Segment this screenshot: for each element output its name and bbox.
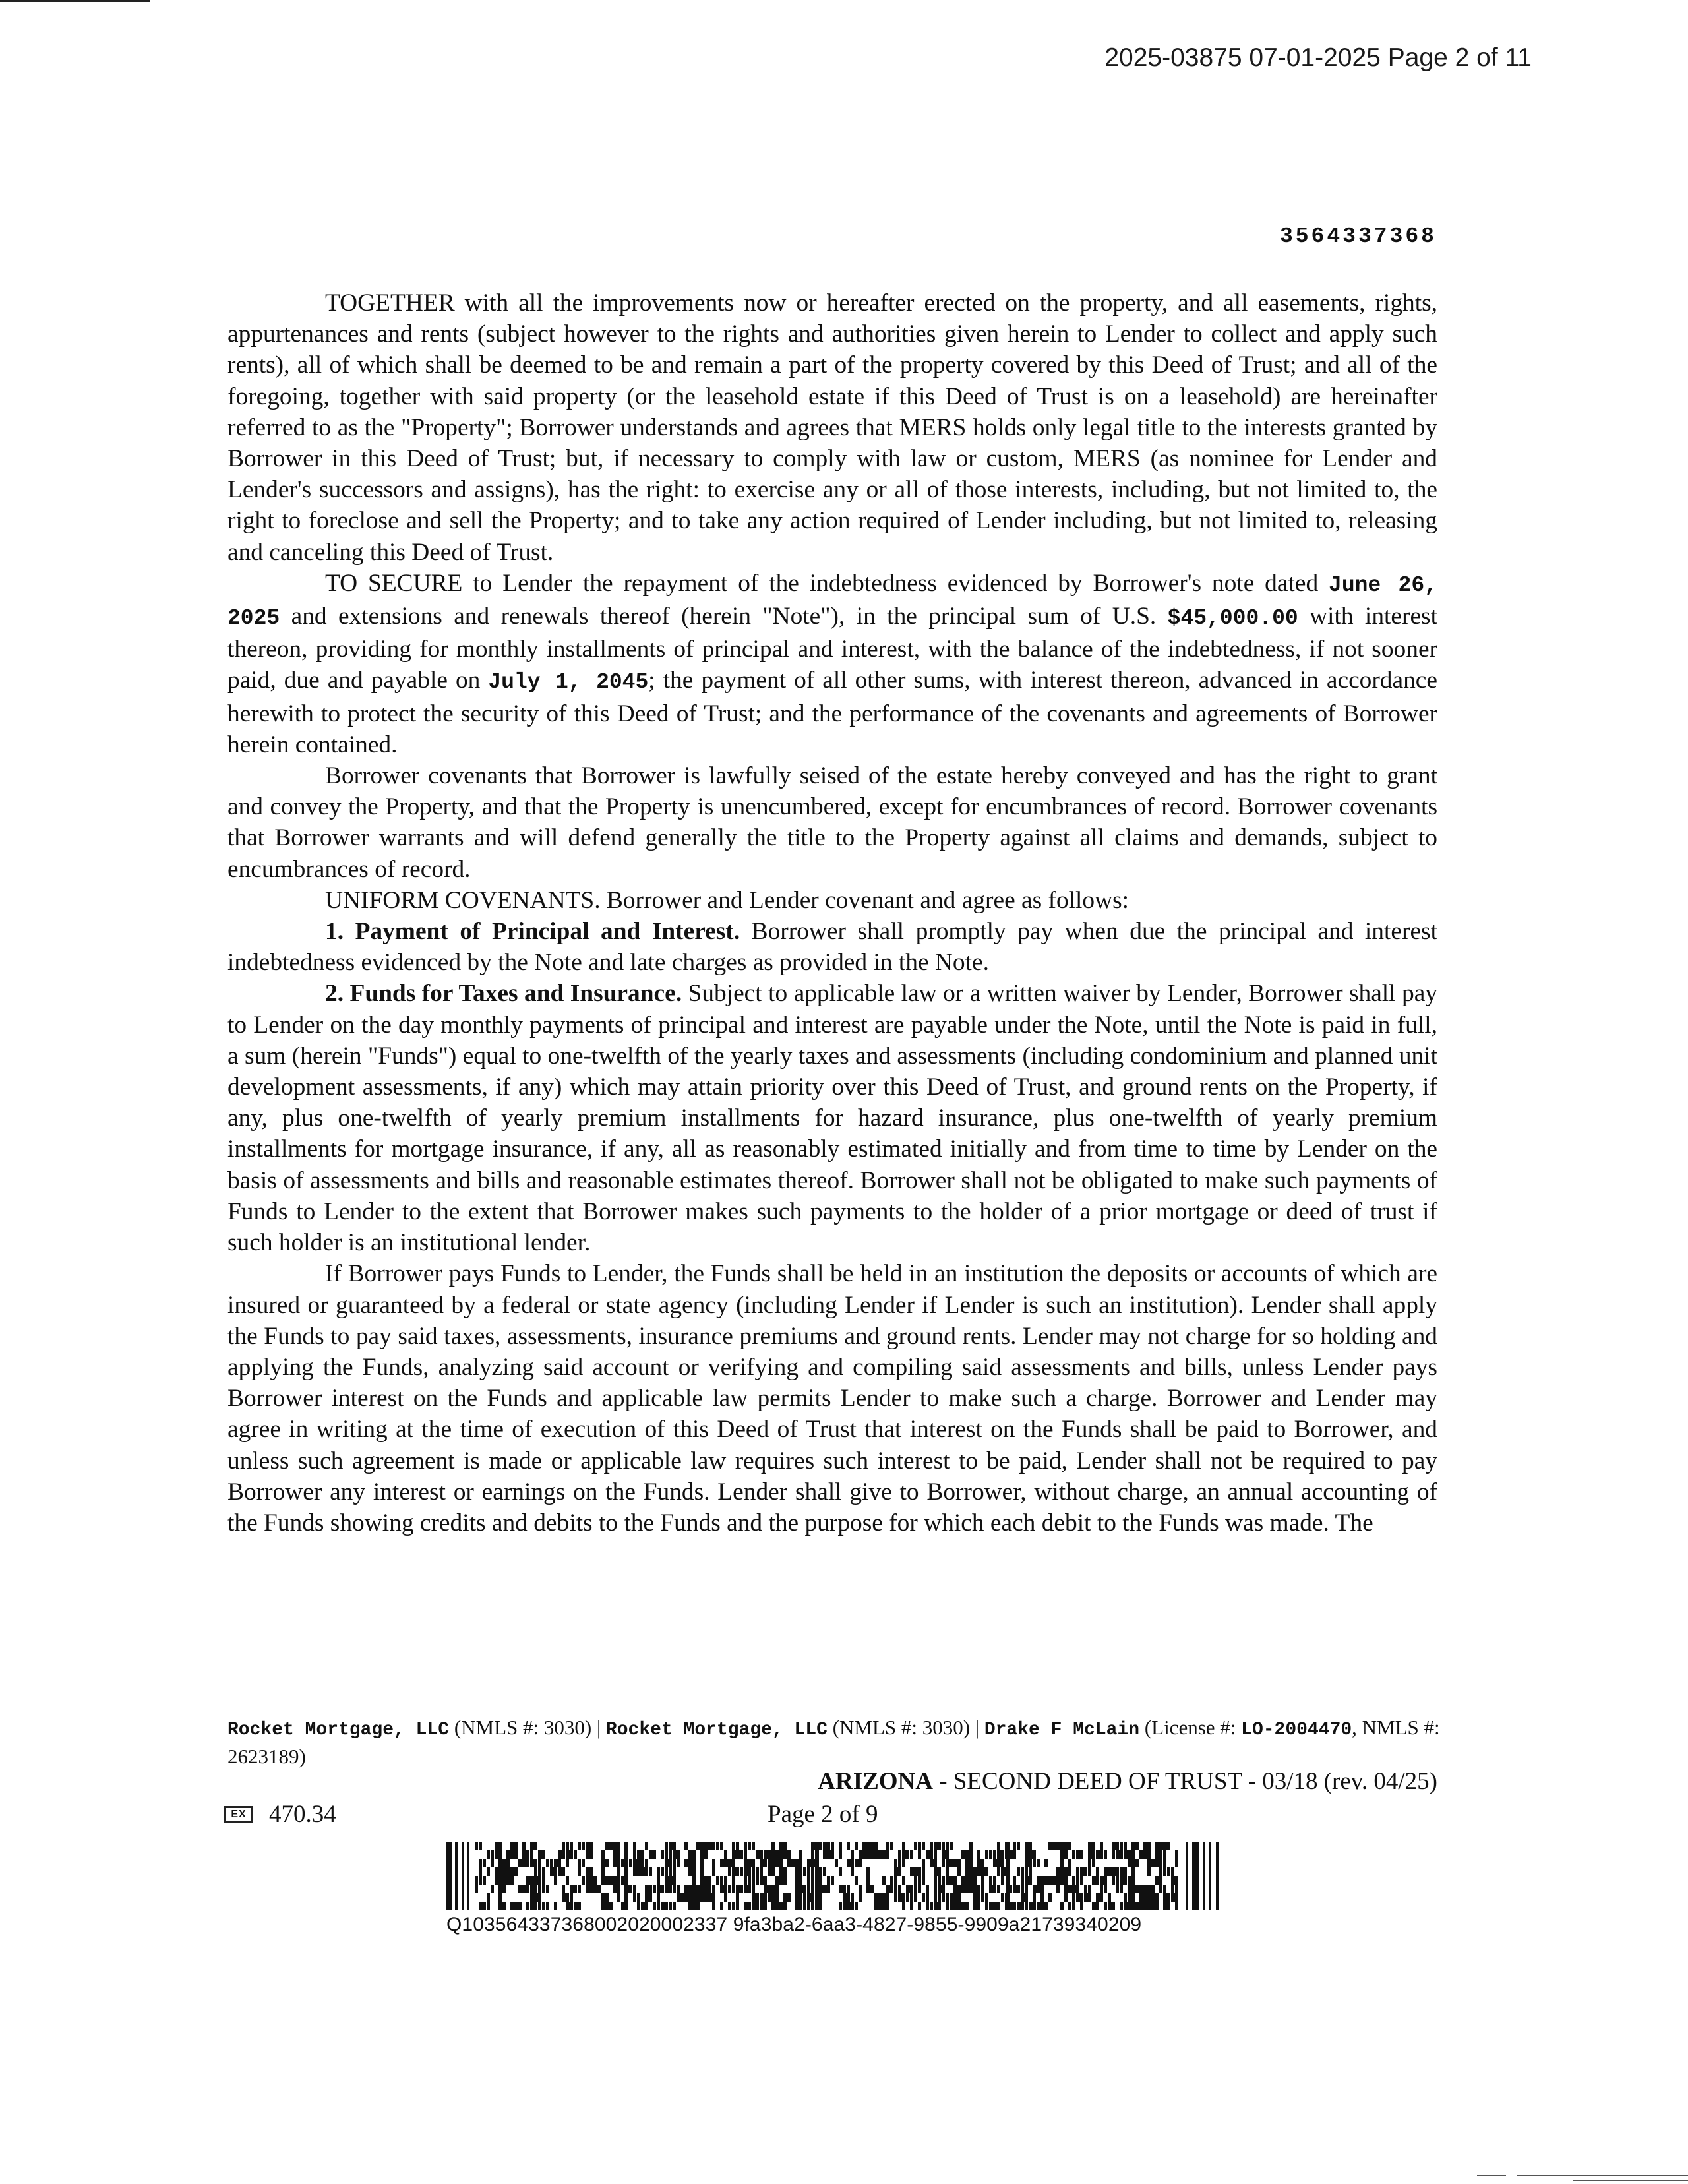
lender-name: Rocket Mortgage, LLC bbox=[227, 1720, 450, 1740]
form-state: ARIZONA bbox=[818, 1768, 933, 1795]
covenant-1 bbox=[227, 916, 1437, 978]
nmls-text: , NMLS #: 2623189) bbox=[227, 1716, 1440, 1768]
license-label: (License #: bbox=[1144, 1716, 1242, 1739]
license-number: LO-2004470 bbox=[1241, 1720, 1352, 1740]
loan-originator: Drake F McLain bbox=[984, 1720, 1140, 1740]
covenant-2-heading: 2. Funds for Taxes and Insurance. bbox=[325, 980, 682, 1008]
paragraph-to-secure bbox=[227, 568, 1437, 760]
deed-body bbox=[227, 288, 1437, 1538]
form-title-text: - SECOND DEED OF TRUST - 03/18 (rev. 04/25) bbox=[933, 1768, 1437, 1795]
form-code bbox=[224, 1800, 336, 1829]
text-segment: TO SECURE to Lender the repayment of the indebtedness evidenced by Borrower's note dated bbox=[325, 569, 1319, 597]
bottom-edge-rule bbox=[1477, 2175, 1506, 2176]
text-segment: with interest thereon, providing for monthly installments of principal and interest, with the balance of the indebtedness, if not sooner paid, due and payable on bbox=[227, 603, 1437, 694]
covenant-1-text: Borrower shall promptly pay when due the principal and interest indebtedness evidenced by the Note and late charges as provided in the Note. bbox=[227, 918, 1437, 977]
nmls-text: (NMLS #: 3030) | bbox=[832, 1716, 984, 1739]
note-date: June 26, 2025 bbox=[227, 572, 1437, 631]
barcode bbox=[446, 1842, 1221, 1910]
ex-logo-icon: EX bbox=[224, 1806, 253, 1823]
lender-name: Rocket Mortgage, LLC bbox=[605, 1720, 828, 1740]
top-edge-rule bbox=[0, 0, 150, 2]
footer-lender-info bbox=[227, 1714, 1441, 1770]
bottom-edge-rule bbox=[1517, 2175, 1688, 2176]
form-title bbox=[818, 1767, 1437, 1796]
bottom-edge-rule bbox=[1573, 2180, 1688, 2181]
recording-stamp: 2025-03875 07-01-2025 Page 2 of 11 bbox=[1104, 44, 1532, 72]
text-segment: ; the payment of all other sums, with interest thereon, advanced in accordance herewith to protect the security of this Deed of Trust; and the performance of the covenants and agreements of Borrower herein contained. bbox=[227, 667, 1437, 758]
page-number: Page 2 of 9 bbox=[768, 1801, 878, 1828]
nmls-text: (NMLS #: 3030) | bbox=[454, 1716, 606, 1739]
principal-amount: $45,000.00 bbox=[1167, 606, 1298, 631]
loan-number: 3564337368 bbox=[1279, 224, 1437, 249]
covenant-1-heading: 1. Payment of Principal and Interest. bbox=[325, 918, 740, 946]
paragraph-uniform-covenants: UNIFORM COVENANTS. Borrower and Lender covenant and agree as follows: bbox=[325, 886, 1130, 914]
paragraph-covenants-title: Borrower covenants that Borrower is lawfully seised of the estate hereby conveyed and has the right to grant and convey the Property, and that the Property is unencumbered, except for encumbrances of record. Borrower covenants that Borrower warrants and will defend generally the title to the Property against all claims and demands, subject to encumbrances of record. bbox=[227, 762, 1437, 883]
text-segment: and extensions and renewals thereof (herein "Note"), in the principal sum of U.S. bbox=[291, 603, 1157, 630]
covenant-2-text: Subject to applicable law or a written waiver by Lender, Borrower shall pay to Lender on the day monthly payments of principal and interest are payable under the Note, until the Note is paid in full, a sum (herein "Funds") equal to one-twelfth of the yearly taxes and assessments (including condominium and planned unit development assessments, if any) which may attain priority over this Deed of Trust, and ground rents on the Property, if any, plus one-twelfth of yearly premium installments for hazard insurance, plus one-twelfth of yearly premium installments for mortgage insurance, if any, all as reasonably estimated initially and from time to time by Lender on the basis of assessments and bills and reasonable estimates thereof. Borrower shall not be obligated to make such payments of Funds to Lender to the extent that Borrower makes such payments to the holder of a prior mortgage or deed of trust if such holder is an institutional lender. bbox=[227, 980, 1437, 1257]
covenant-2 bbox=[227, 978, 1437, 1258]
maturity-date: July 1, 2045 bbox=[488, 670, 649, 695]
form-number: 470.34 bbox=[269, 1801, 336, 1828]
barcode-text: Q103564337368002020002337 9fa3ba2-6aa3-4827-9855-9909a21739340209 bbox=[446, 1914, 1142, 1935]
paragraph-together: TOGETHER with all the improvements now or hereafter erected on the property, and all easements, rights, appurtenances and rents (subject however to the rights and authorities given herein to Lender to collect and apply such rents), all of which shall be deemed to be and remain a part of the property covered by this Deed of Trust; and all of the foregoing, together with said property (or the leasehold estate if this Deed of Trust is on a leasehold) are hereinafter referred to as the "Property"; Borrower understands and agrees that MERS holds only legal title to the interests granted by Borrower in this Deed of Trust; but, if necessary to comply with law or custom, MERS (as nominee for Lender and Lender's successors and assigns), has the right: to exercise any or all of those interests, including, but not limited to, the right to foreclose and sell the Property; and to take any action required of Lender including, but not limited to, releasing and canceling this Deed of Trust. bbox=[227, 289, 1437, 566]
paragraph-funds: If Borrower pays Funds to Lender, the Funds shall be held in an institution the deposits or accounts of which are insured or guaranteed by a federal or state agency (including Lender if Lender is such an institution). Lender shall apply the Funds to pay said taxes, assessments, insurance premiums and ground rents. Lender may not charge for so holding and applying the Funds, analyzing said account or verifying and compiling said assessments and bills, unless Lender pays Borrower interest on the Funds and applicable law permits Lender to make such a charge. Borrower and Lender may agree in writing at the time of execution of this Deed of Trust that interest on the Funds shall be paid to Borrower, and unless such agreement is made or applicable law requires such interest to be paid, Lender shall not be required to pay Borrower any interest or earnings on the Funds. Lender shall give to Borrower, without charge, an annual accounting of the Funds showing credits and debits to the Funds and the purpose for which each debit to the Funds was made. The bbox=[227, 1260, 1437, 1536]
